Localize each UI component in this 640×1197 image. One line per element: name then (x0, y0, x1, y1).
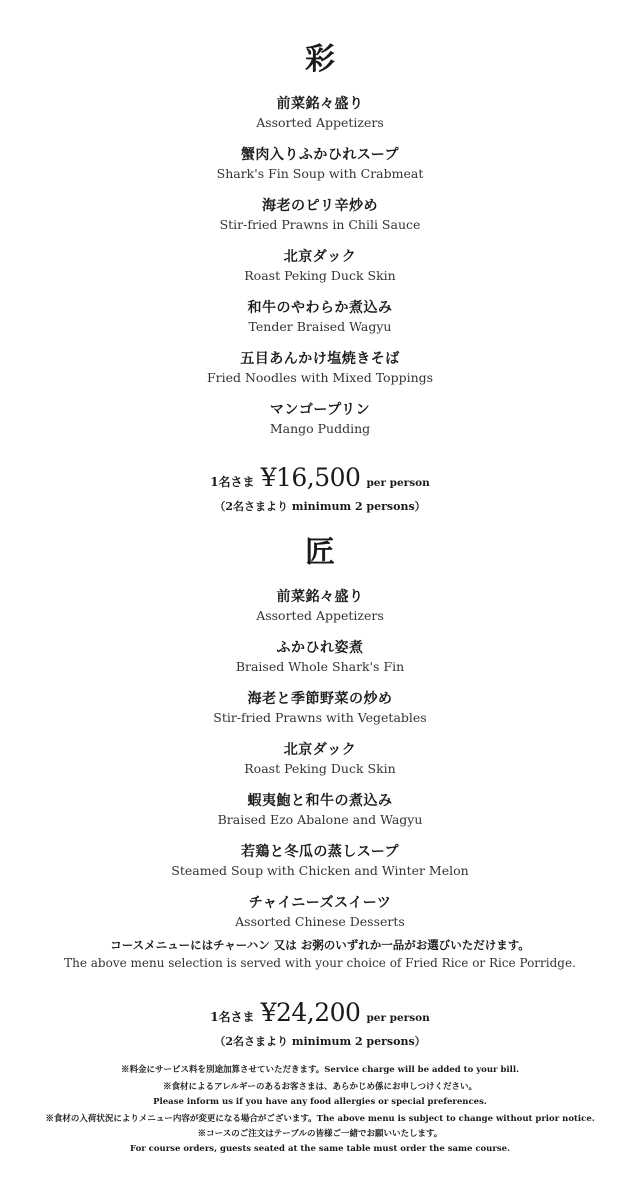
dish-item (0, 400, 640, 451)
per-person-label: per person (366, 1012, 430, 1024)
dish-name-ja: 前菜銘々盛り (276, 96, 364, 112)
dish-name-en: Steamed Soup with Chicken and Winter Melon (171, 863, 469, 878)
dish-name-en: Assorted Appetizers (256, 115, 384, 130)
same-course-note-en: For course orders, guests seated at the same table must order the same course. (130, 1144, 510, 1154)
dish-item (0, 145, 640, 196)
minimum-note: （2名さまより minimum 2 persons） (214, 500, 426, 513)
dish-name-en: Braised Ezo Abalone and Wagyu (217, 812, 423, 827)
dish-name-en: Stir-fried Prawns in Chili Sauce (219, 217, 421, 232)
dish-item (0, 638, 640, 689)
allergy-note-ja: ※食材によるアレルギーのあるお客さまは、あらかじめ係にお申しつけください。 (163, 1082, 477, 1092)
course-takumi (0, 533, 640, 1051)
dish-name-ja: 若鶏と冬瓜の蒸しスープ (240, 844, 400, 860)
dish-name-en: Stir-fried Prawns with Vegetables (213, 710, 427, 725)
rice-choice-note-en: The above menu selection is served with your choice of Fried Rice or Rice Porridge. (64, 956, 576, 970)
course-title: 匠 (305, 535, 335, 570)
price-row (0, 998, 640, 1033)
dish-name-en: Assorted Chinese Desserts (235, 914, 405, 929)
dish-list (0, 587, 640, 944)
menu-footer-notes (0, 1063, 640, 1157)
dish-name-ja: ふかひれ姿煮 (276, 640, 364, 656)
allergy-note-en: Please inform us if you have any food allergies or special preferences. (153, 1097, 487, 1107)
dish-name-ja: 前菜銘々盛り (276, 589, 364, 605)
dish-item (0, 689, 640, 740)
dish-name-en: Fried Noodles with Mixed Toppings (206, 370, 434, 385)
dish-name-ja: 蟹肉入りふかひれスープ (240, 147, 400, 163)
dish-item (0, 791, 640, 842)
dish-name-ja: 海老と季節野菜の炒め (247, 691, 393, 707)
price-row (0, 463, 640, 498)
price-amount: ¥24,200 (260, 998, 361, 1027)
dish-list (0, 94, 640, 451)
dish-item (0, 349, 640, 400)
rice-choice-note-ja: コースメニューにはチャーハン 又は お粥のいずれか一品がお選びいただけます。 (110, 938, 530, 952)
dish-name-ja: マンゴープリン (269, 402, 371, 418)
dish-name-ja: 五目あんかけ塩焼きそば (240, 351, 400, 367)
dish-name-ja: 北京ダック (283, 249, 357, 265)
dish-name-ja: 北京ダック (283, 742, 357, 758)
dish-item (0, 587, 640, 638)
dish-name-en: Roast Peking Duck Skin (244, 268, 396, 283)
per-person-label: per person (366, 477, 430, 489)
service-charge-note: ※料金にサービス料を別途加算させていただきます。Service charge will be added to your bill. (120, 1065, 520, 1075)
dish-name-en: Braised Whole Shark's Fin (235, 659, 405, 674)
course-title: 彩 (305, 42, 335, 77)
same-course-note-ja: ※コースのご注文はテーブルの皆様ご一緒でお願いいたします。 (197, 1129, 443, 1139)
price-label: 1名さま (210, 475, 255, 489)
dish-item (0, 842, 640, 893)
dish-name-ja: チャイニーズスイーツ (248, 895, 392, 911)
dish-name-ja: 海老のピリ辛炒め (262, 198, 378, 214)
menu-change-note: ※食材の入荷状況によりメニュー内容が変更になる場合がございます。The above menu is subject to change without prior notice. (45, 1114, 595, 1124)
minimum-note: （2名さまより minimum 2 persons） (214, 1035, 426, 1048)
dish-item (0, 740, 640, 791)
price-label: 1名さま (210, 1010, 255, 1024)
dish-item (0, 94, 640, 145)
dish-item (0, 298, 640, 349)
dish-name-ja: 蝦夷鮑と和牛の煮込み (247, 793, 393, 809)
dish-name-ja: 和牛のやわらか煮込み (247, 300, 393, 316)
price-amount: ¥16,500 (260, 463, 361, 492)
course-irodori (0, 40, 640, 516)
dish-name-en: Shark's Fin Soup with Crabmeat (216, 166, 424, 181)
dish-item (0, 247, 640, 298)
dish-item (0, 196, 640, 247)
dish-name-en: Tender Braised Wagyu (248, 319, 392, 334)
dish-name-en: Assorted Appetizers (256, 608, 384, 623)
dish-name-en: Mango Pudding (269, 421, 371, 436)
dish-name-en: Roast Peking Duck Skin (244, 761, 396, 776)
